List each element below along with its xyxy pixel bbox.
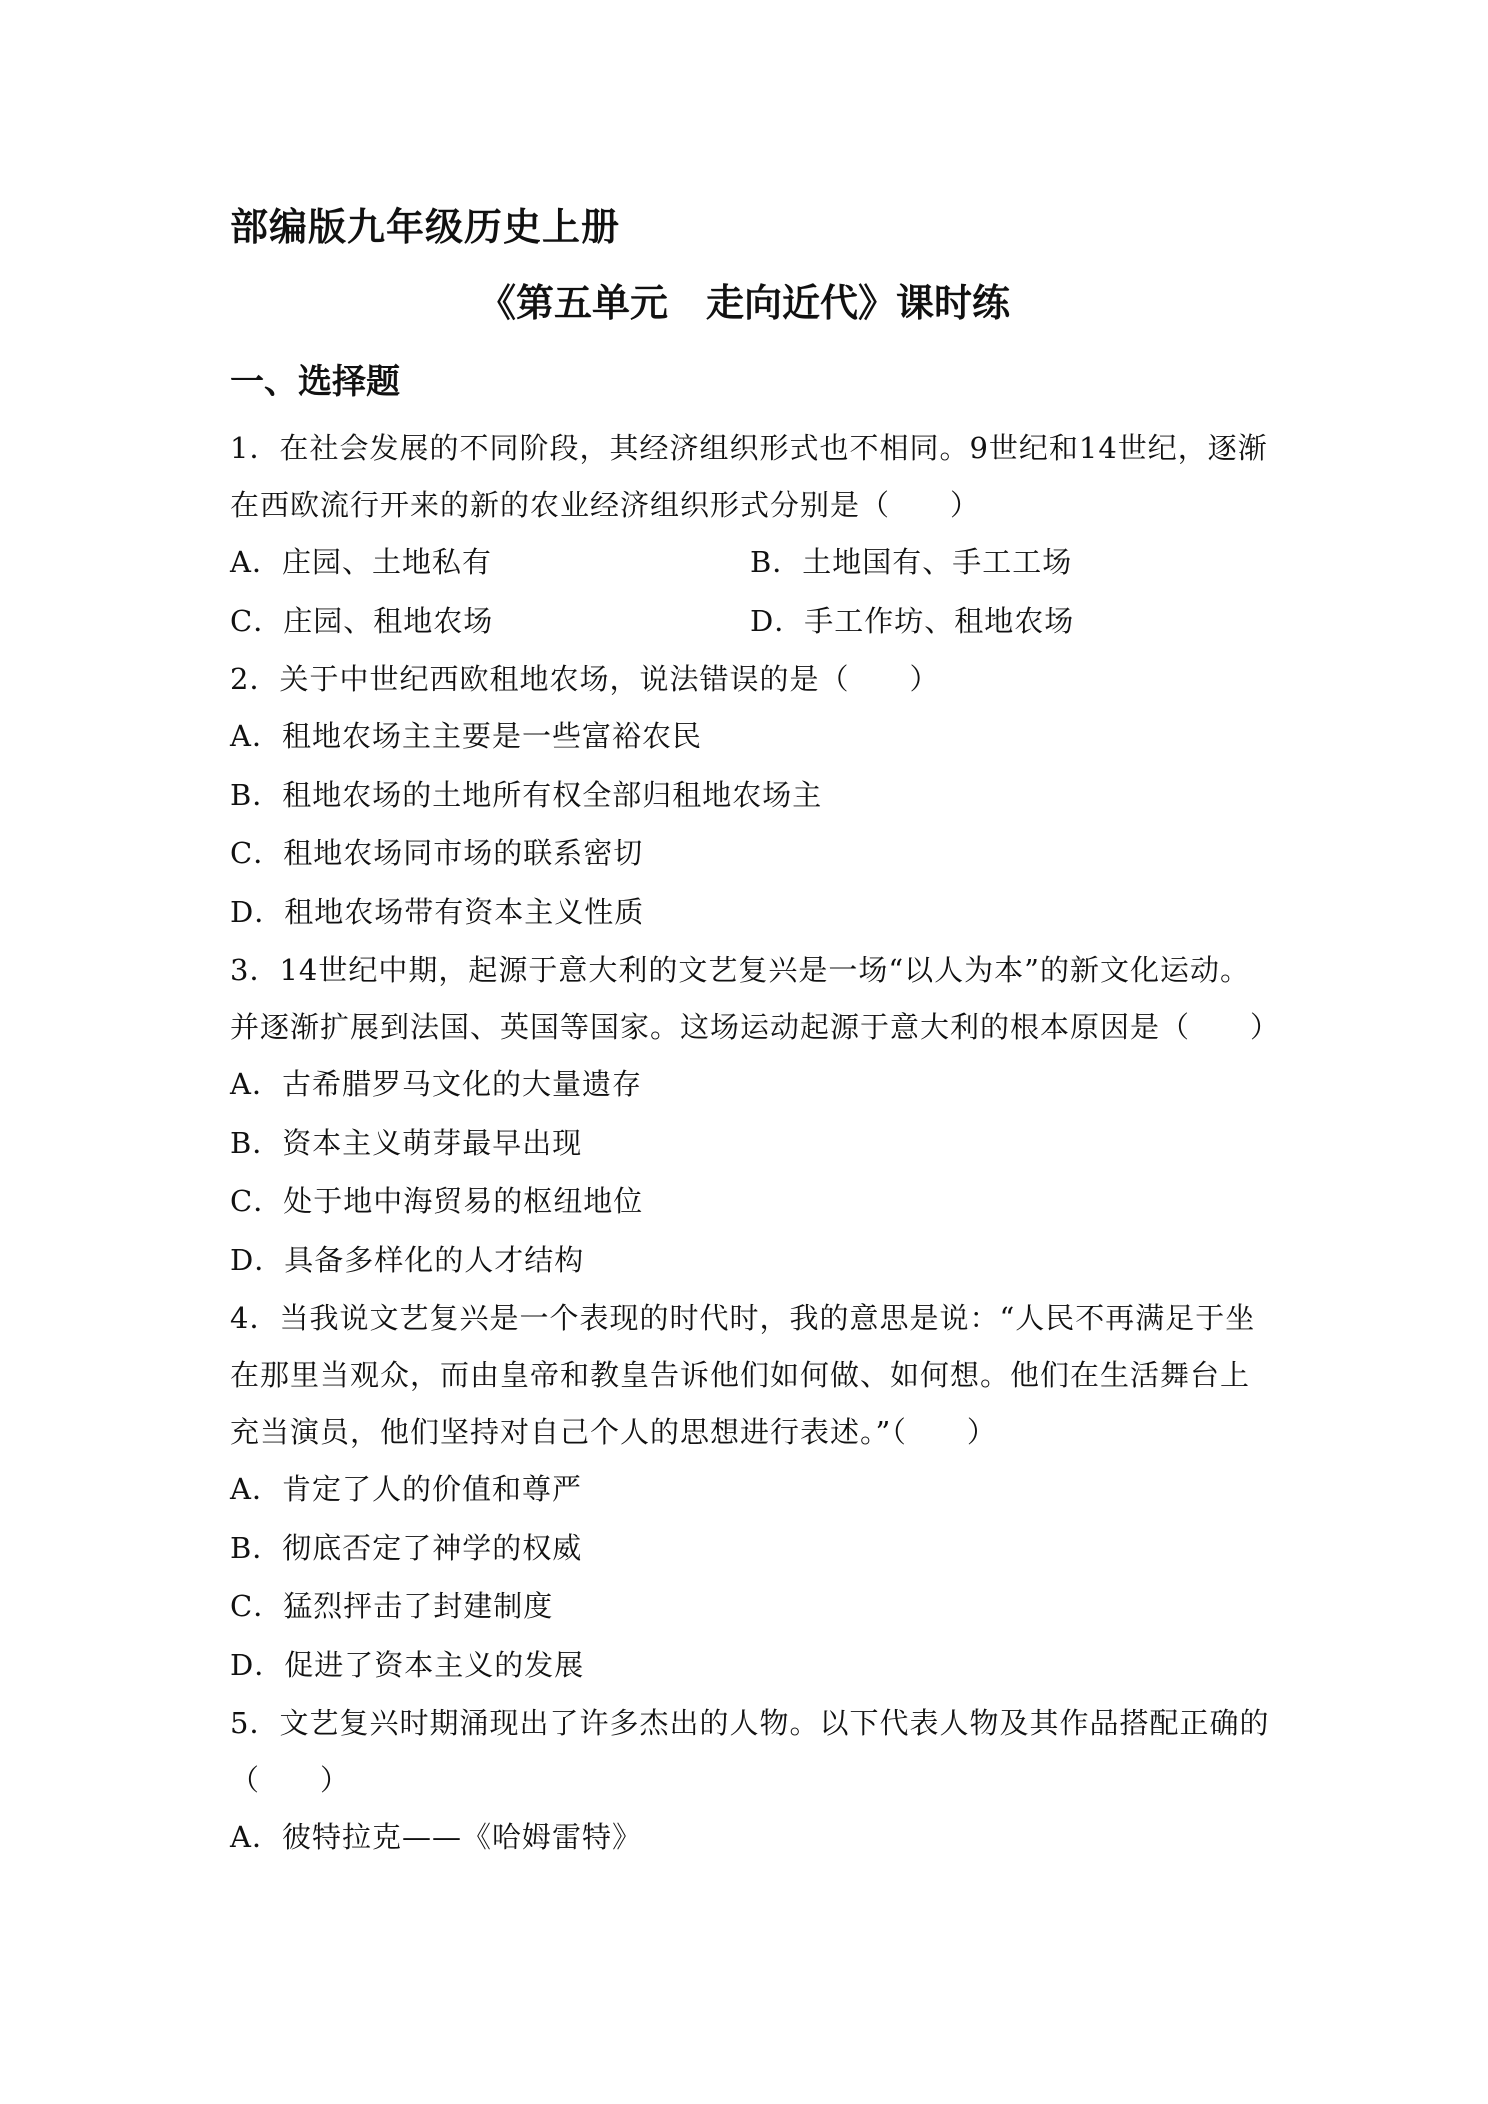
- question-4-option-d: D．促进了资本主义的发展: [230, 1647, 585, 1682]
- question-3-option-b: B．资本主义萌芽最早出现: [230, 1125, 583, 1160]
- question-4-option-c: C．猛烈抨击了封建制度: [230, 1589, 554, 1623]
- question-1-option-a: A．庄园、土地私有: [230, 545, 492, 579]
- question-3-option-c: C．处于地中海贸易的枢纽地位: [230, 1184, 644, 1218]
- question-5: 5．文艺复兴时期涌现出了许多杰出的人物。以下代表人物及其作品搭配正确的（ ）: [230, 1706, 1270, 1797]
- book-title: 部编版九年级历史上册: [230, 205, 621, 249]
- section-heading: 一、选择题: [230, 362, 400, 402]
- question-1-option-b: B．土地国有、手工工场: [750, 545, 1073, 579]
- question-3-option-d: D．具备多样化的人才结构: [230, 1242, 585, 1277]
- question-1-options-row-1: [230, 534, 1270, 593]
- question-2: 2．关于中世纪西欧租地农场，说法错误的是（ ）: [230, 662, 940, 696]
- question-5-option-a: A．彼特拉克——《哈姆雷特》: [230, 1820, 642, 1854]
- question-3: 3．14世纪中期，起源于意大利的文艺复兴是一场“以人为本”的新文化运动。并逐渐扩展到法国、英国等国家。这场运动起源于意大利的根本原因是（ ）: [230, 953, 1281, 1044]
- question-4: 4．当我说文艺复兴是一个表现的时代时，我的意思是说：“人民不再满足于坐在那里当观众，而由皇帝和教皇告诉他们如何做、如何想。他们在生活舞台上充当演员，他们坚持对自己个人的思想进行表述。”（ ）: [230, 1301, 1256, 1449]
- question-2-option-d: D．租地农场带有资本主义性质: [230, 894, 645, 929]
- question-3-option-a: A．古希腊罗马文化的大量遗存: [230, 1067, 642, 1101]
- question-2-option-c: C．租地农场同市场的联系密切: [230, 836, 644, 870]
- question-1: 1．在社会发展的不同阶段，其经济组织形式也不相同。9世纪和14世纪，逐渐在西欧流行开来的新的农业经济组织形式分别是（ ）: [230, 431, 1268, 522]
- unit-title: 《第五单元 走向近代》课时练: [477, 281, 1010, 325]
- question-list: [230, 420, 1281, 1868]
- question-1-option-c: C．庄园、租地农场: [230, 603, 494, 638]
- question-4-option-b: B．彻底否定了神学的权威: [230, 1530, 583, 1565]
- question-1-options-row-2: [230, 593, 1270, 652]
- question-2-option-b: B．租地农场的土地所有权全部归租地农场主: [230, 777, 823, 812]
- question-1-option-d: D．手工作坊、租地农场: [750, 603, 1075, 638]
- question-4-option-a: A．肯定了人的价值和尊严: [230, 1472, 582, 1506]
- question-2-option-a: A．租地农场主主要是一些富裕农民: [230, 719, 702, 753]
